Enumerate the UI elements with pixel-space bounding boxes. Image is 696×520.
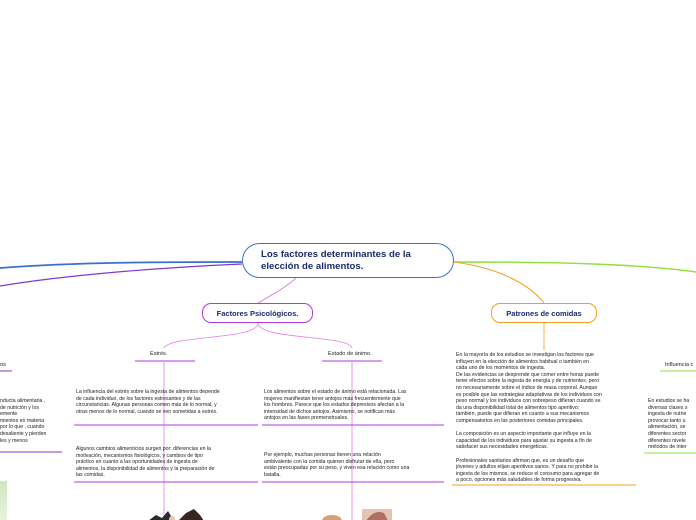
- text-right-partial[interactable]: En estudios se ha diversas clases s ingesta de nutrie provocar tanto u alimentación, se diferentes sector diferentes nivele métodos de inter: [648, 398, 690, 451]
- link-root-patrones: [454, 262, 544, 303]
- subtopic-estado-de-animo[interactable]: Estado de ánimo.: [328, 351, 372, 357]
- text-patrones[interactable]: En la mayoría de los estudios se investigan los factores que influyen en la elección de alimentos habitual o también en cada uno de los momentos de ingesta. De las evidencias se desprende que comer entre horas puede tener efectos sobre la ingesta de energía y de nutrientes, pero no necesariamente sobre el índice de masa corporal. Aunque es posible que las estrategias adaptativas de los individuos con peso normal y los individuos con sobrepeso difieran cuando se da una disponibilidad total de alimentos tipo aperitivo; también, puede que difieran en cuanto a sus mecanismos compensatorios en las posteriores comidas principales. La composición es un aspecto importante que influye en la capacidad de los individuos para ajustar su ingesta a fin de satisfacer sus necesidades energéticas. Profesionales sanitarios afirman que, es un desafío que jóvenes y adultos elijan aperitivos sanos. Y para no prohibir la ingesta de los mismos, se reduce el consumo para agregar de a poco, opciones más saludables de forma progresiva.: [456, 352, 602, 484]
- image-estado-de-animo: [322, 508, 392, 520]
- link-root-left-violet: [0, 264, 242, 286]
- link-root-psico: [258, 278, 296, 303]
- link-psico-estres: [164, 323, 258, 348]
- link-root-right-green: [454, 262, 696, 272]
- subtopic-estres[interactable]: Estrés.: [150, 351, 168, 357]
- image-left-partial: [0, 481, 7, 520]
- root-node[interactable]: [242, 243, 454, 278]
- topic-factores-psicologicos[interactable]: [202, 303, 313, 323]
- text-left-partial[interactable]: nducta alimentaria , de nutrición y los emente mientos en materia por lo que , cuando desaliente y pierden les y menos: [0, 398, 47, 444]
- link-root-left-blue: [0, 262, 242, 268]
- topic-label: Factores Psicológicos.: [216, 308, 299, 318]
- subtopic-left-partial[interactable]: os: [0, 362, 6, 368]
- root-title: Los factores determinantes de la elección de alimentos.: [261, 248, 411, 272]
- image-estres: [148, 508, 204, 520]
- subtopic-influencia-partial[interactable]: Influencia c: [665, 362, 694, 368]
- topic-patrones-de-comidas[interactable]: [491, 303, 597, 323]
- link-psico-animo: [258, 323, 352, 348]
- text-animo-2[interactable]: Por ejemplo, muchas personas tienen una relación ambivalente con la comida quieren disfrutar de ella, pero están preocupadas por su peso, y viven esa relación como una batalla.: [264, 452, 410, 478]
- text-estres-1[interactable]: La influencia del estrés sobre la ingesta de alimentos depende de cada individuo, de los factores estresantes y de las circunstancias. Algunas personas comen más de lo normal, y otras menos de lo normal, cuando se ven sometidas a estrés.: [76, 389, 220, 415]
- text-estres-2[interactable]: Algunos cambios alimenticios surgen por: diferencias en la motivación, mecanismos fisiológicos, y cambios de tipo práctico en cuanto a las oportunidades de ingesta de alimentos, la disponibilidad de alimentos y la preparación de las comidas.: [76, 446, 215, 479]
- text-animo-1[interactable]: Los alimentos sobre el estado de ánimo está relacionada. Las mujeres manifiestan tener antojos más frecuentemente que los hombres. Parece que los estados depresivos afectan a la intensidad de dichos antojos. Asimismo, se notifican más antojos en las fases premenstruales.: [264, 389, 407, 422]
- topic-label: Patrones de comidas: [506, 308, 582, 318]
